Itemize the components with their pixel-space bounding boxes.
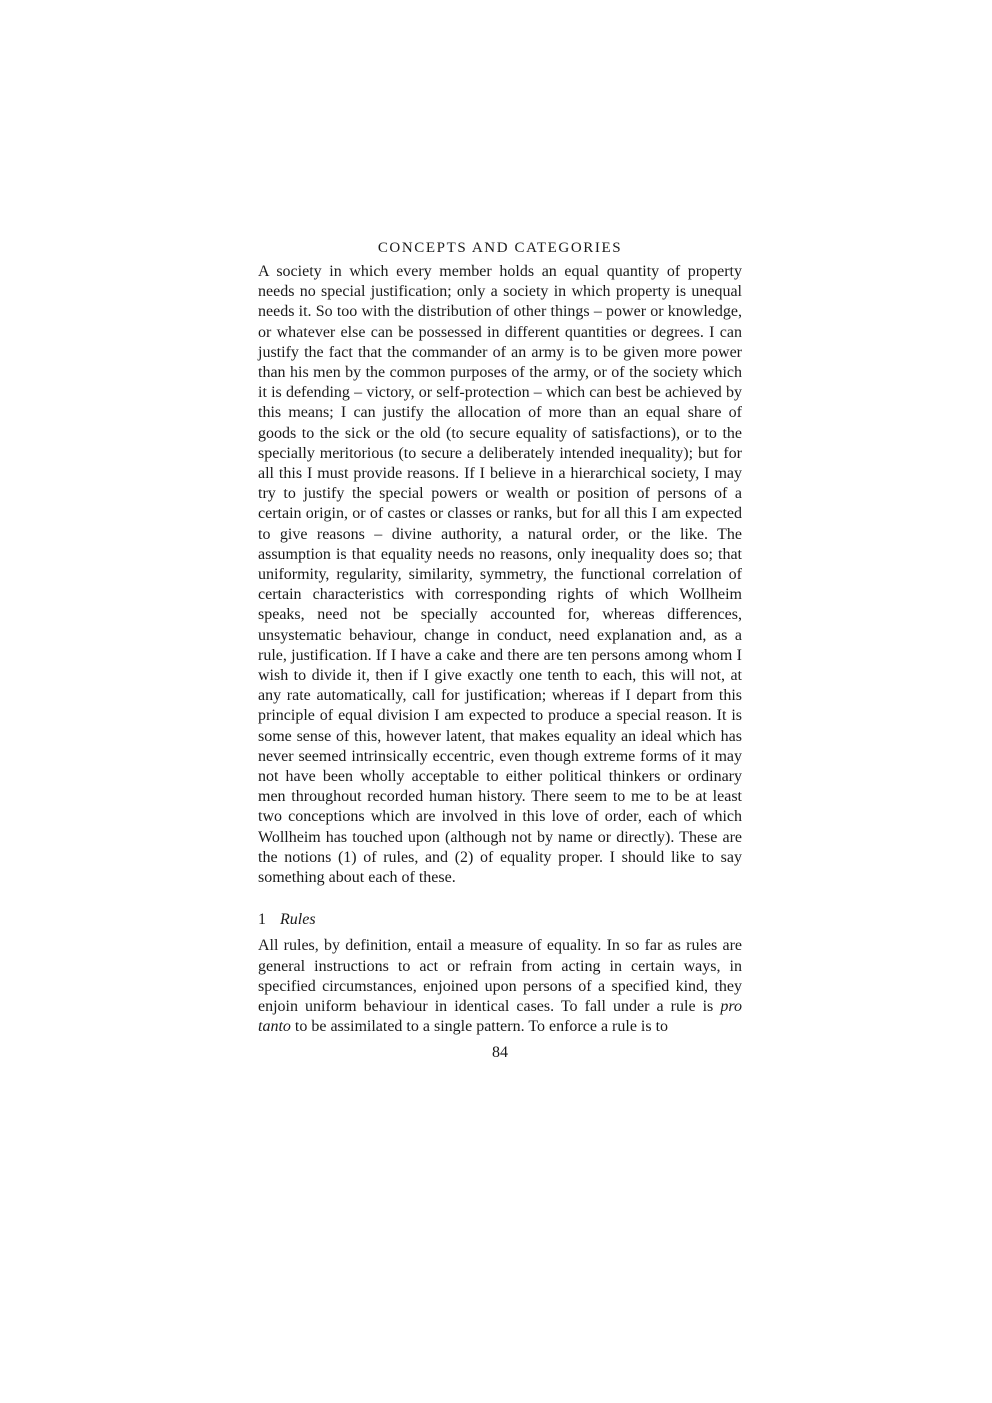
page-number: 84 — [492, 1044, 508, 1062]
paragraph-2-start: All rules, by definition, entail a measure of equality. In so far as rules are general instructions to act or refrain from acting in certain ways, in specified circumstances, enjoined upon persons of a specified kind, they enjoin uniform behaviour in identical cases. To fall under a rule is — [258, 937, 742, 1015]
paragraph-2-end: to be assimilated to a single pattern. To enforce a rule is to — [290, 1018, 669, 1036]
body-paragraph-1: A society in which every member holds an equal quantity of property needs no special justification; only a society in which property is unequal needs it. So too with the distribution of other things – power or knowledge, or whatever else can be possessed in different quantities or degrees. I can justify the fact that the commander of an army is to be given more power than his men by the common purposes of the army, or of the society which it is defending – victory, or self-protection – which can best be achieved by this means; I can justify the allocation of more than an equal share of goods to the sick or the old (to secure equality of satisfactions), or to the specially meritorious (to secure a deliberately intended inequality); but for all this I must provide reasons. If I believe in a hierarchical society, I may try to justify the special powers or wealth or position of persons of a certain origin, or of castes or classes or ranks, but for all this I am expected to give reasons – divine authority, a natural order, or the like. The assumption is that equality needs no reasons, only inequality does so; that uniformity, regularity, similarity, symmetry, the functional correlation of certain characteristics with corresponding rights of which Wollheim speaks, need not be specially accounted for, whereas differences, unsystematic behaviour, change in conduct, need explanation and, as a rule, justification. If I have a cake and there are ten persons among whom I wish to divide it, then if I give exactly one tenth to each, this will not, at any rate automatically, call for justification; whereas if I depart from this principle of equal division I am expected to produce a special reason. It is some sense of this, however latent, that makes equality an ideal which has never seemed intrinsically eccentric, even though extreme forms of it may not have been wholly acceptable to either political thinkers or ordinary men throughout recorded human history. There seem to me to be at least two conceptions which are involved in this love of order, each of which Wollheim has touched upon (although not by name or directly). These are the notions (1) of rules, and (2) of equality proper. I should like to say something about each of these. — [258, 263, 742, 887]
running-head: CONCEPTS AND CATEGORIES — [377, 240, 623, 256]
body-paragraph-2 — [258, 936, 742, 1037]
page-content — [258, 238, 742, 1063]
section-number: 1 — [258, 911, 266, 929]
section-heading — [258, 910, 742, 930]
section-title: Rules — [280, 911, 316, 929]
italic-phrase: pro tanto — [258, 997, 742, 1036]
